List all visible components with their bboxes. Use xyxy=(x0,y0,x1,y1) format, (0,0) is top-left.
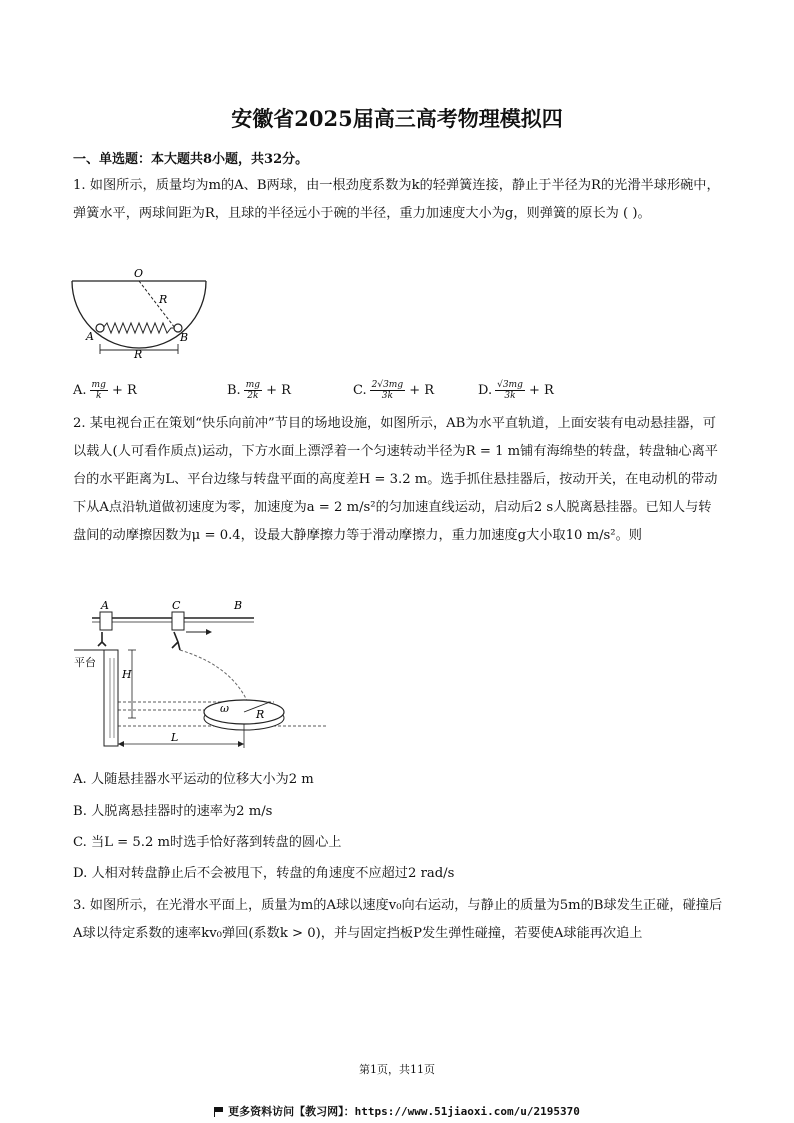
label-r-slant: R xyxy=(159,293,168,306)
question-2-option-d: D. 人相对转盘静止后不会被甩下，转盘的角速度不应超过2 rad/s xyxy=(73,866,455,881)
ball-a xyxy=(96,324,104,332)
label-a: A xyxy=(86,330,94,343)
banner-text: 更多资料访问【教习网】：https://www.51jiaoxi.com/u/2195370 xyxy=(228,1105,580,1118)
label-platform: 平台 xyxy=(74,656,96,669)
spring xyxy=(103,323,175,333)
label-h: H xyxy=(122,668,132,681)
l-arrow-left xyxy=(118,741,124,747)
flag-icon xyxy=(214,1107,224,1116)
label-r-bottom: R xyxy=(134,348,143,361)
question-2-figure xyxy=(74,598,326,756)
question-2-option-a: A. 人随悬挂器水平运动的位移大小为2 m xyxy=(73,772,314,787)
option-b: B. $\frac{mg}{2k}$ + R xyxy=(227,380,291,401)
person-a xyxy=(98,632,106,646)
label-b: B xyxy=(234,599,243,612)
label-a: A xyxy=(101,599,109,612)
option-d: D. $\frac{√3mg}{3k}$ + R xyxy=(478,380,554,401)
question-1-options xyxy=(73,380,723,402)
l-arrow-right xyxy=(238,741,244,747)
question-1-figure xyxy=(70,266,210,362)
label-b: B xyxy=(180,331,189,344)
label-omega: ω xyxy=(220,702,229,715)
label-r: R xyxy=(256,708,265,721)
radius-line xyxy=(139,281,175,328)
person-c xyxy=(172,632,180,650)
question-2-stem: 2. 某电视台正在策划“快乐向前冲”节目的场地设施，如图所示，AB为水平直轨道，上面安装有电动悬挂器，可以载人(人可看作质点)运动，下方水面上漂浮着一个匀速转动半径为R = 1 m铺有海绵垫的转盘，转盘轴心离平台的水平距离为L、平台边缘与转盘平面的高度差H = 3.2 m。选手抓住悬挂器后，按动开关，在电动机的带动下从A点沿轨道做初速度为零，加速度为a = 2 m/s²的匀加速直线运动，启动后2 s人脱离悬挂器。已知人与转盘间的动摩擦因数为μ = 0.4，设最大静摩擦力等于滑动摩擦力，重力加速度g大小取10 m/s²。则 xyxy=(73,416,718,543)
option-a: A. $\frac{mg}{k}$ + R xyxy=(73,380,137,401)
page-title: 安徽省2025届高三高考物理模拟四 xyxy=(231,106,563,131)
label-c: C xyxy=(172,599,181,612)
section-heading: 一、单选题：本大题共8小题，共32分。 xyxy=(73,152,309,167)
question-3-stem: 3. 如图所示，在光滑水平面上，质量为m的A球以速度v₀向右运动，与静止的质量为5m的B球发生正碰，碰撞后A球以待定系数的速率kv₀弹回(系数k > 0)，并与固定挡板P发生弹性碰撞，若要使A球能再次追上 xyxy=(73,898,723,941)
question-2-option-b: B. 人脱离悬挂器时的速率为2 m/s xyxy=(73,804,273,819)
arrow-head xyxy=(206,629,212,635)
question-1-stem: 1. 如图所示，质量均为m的A、B两球，由一根劲度系数为k的轻弹簧连接，静止于半径为R的光滑半球形碗中，弹簧水平，两球间距为R，且球的半径远小于碗的半径，重力加速度大小为g，则弹簧的原长为 ( )。 xyxy=(73,178,720,221)
platform xyxy=(104,650,118,746)
question-2-option-c: C. 当L = 5.2 m时选手恰好落到转盘的圆心上 xyxy=(73,835,342,850)
hanger-c xyxy=(172,612,184,630)
option-c: C. $\frac{2√3mg}{3k}$ + R xyxy=(353,380,435,401)
hanger-a xyxy=(100,612,112,630)
label-l: L xyxy=(171,731,179,744)
page-number: 第1页，共11页 xyxy=(359,1063,435,1076)
label-o: O xyxy=(134,267,144,280)
resource-banner[interactable] xyxy=(0,1103,794,1119)
